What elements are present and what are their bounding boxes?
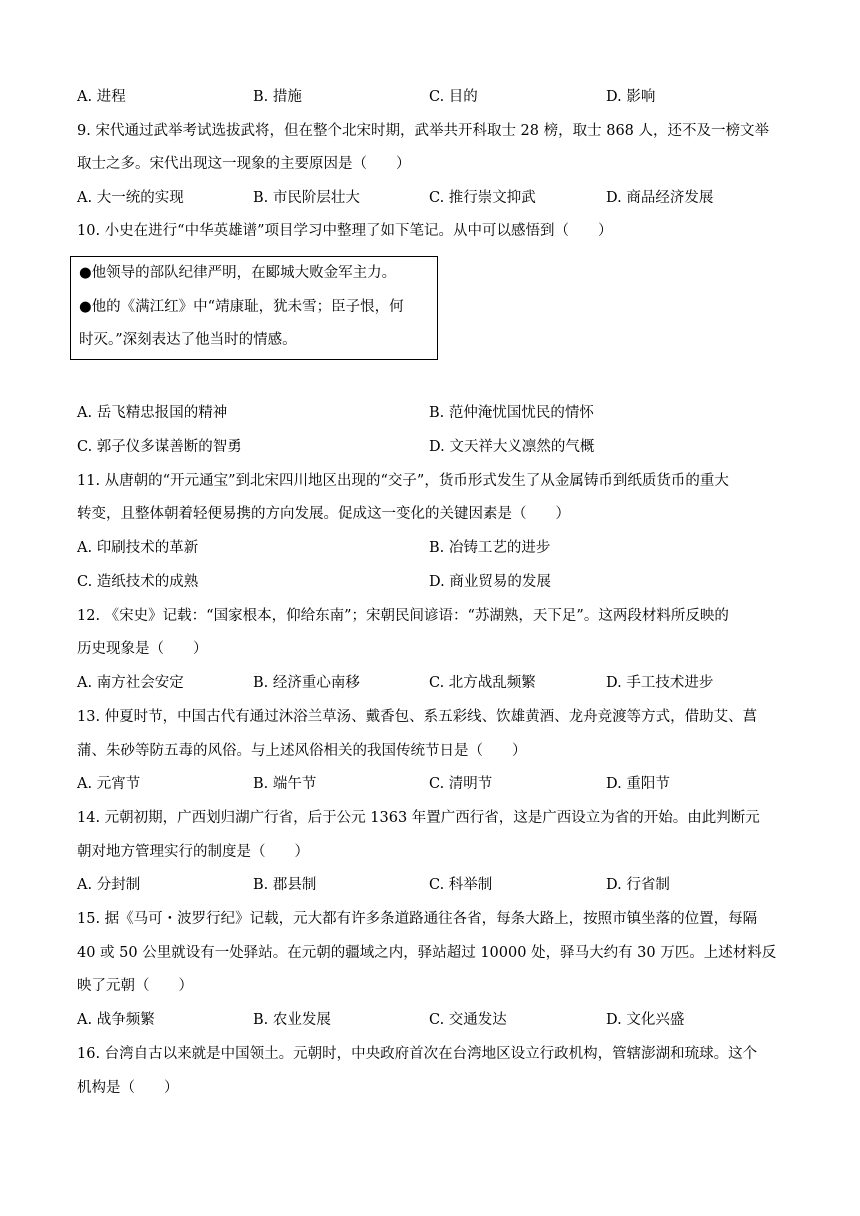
- q13-stem-line-2: 蒲、朱砂等防五毒的风俗。与上述风俗相关的我国传统节日是（ ）: [77, 743, 527, 759]
- q9-option-d: D. 商品经济发展: [606, 190, 714, 206]
- q10-note-line-3: 时灭。”深刻表达了他当时的情感。: [79, 332, 297, 348]
- q15-option-d: D. 文化兴盛: [606, 1012, 685, 1028]
- q11-option-a: A. 印刷技术的革新: [77, 540, 199, 556]
- q12-stem-line-2: 历史现象是（ ）: [77, 641, 208, 657]
- q8-option-a: A. 进程: [77, 89, 126, 105]
- q15-option-b: B. 农业发展: [253, 1012, 331, 1028]
- q13-option-c: C. 清明节: [429, 776, 493, 792]
- q10-option-c: C. 郭子仪多谋善断的智勇: [77, 439, 242, 455]
- q16-stem-line-1: 16. 台湾自古以来就是中国领土。元朝时，中央政府首次在台湾地区设立行政机构，管辖澎湖和琉球。这个: [77, 1046, 758, 1062]
- q14-option-b: B. 郡县制: [253, 877, 317, 893]
- q9-stem-line-2: 取士之多。宋代出现这一现象的主要原因是（ ）: [77, 156, 411, 172]
- q8-option-c: C. 目的: [429, 89, 478, 105]
- q11-stem-line-2: 转变，且整体朝着轻便易携的方向发展。促成这一变化的关键因素是（ ）: [77, 506, 570, 522]
- q13-option-b: B. 端午节: [253, 776, 317, 792]
- q14-option-d: D. 行省制: [606, 877, 670, 893]
- q14-option-c: C. 科举制: [429, 877, 493, 893]
- q12-option-c: C. 北方战乱频繁: [429, 675, 536, 691]
- q10-stem-line-1: 10. 小史在进行“中华英雄谱”项目学习中整理了如下笔记。从中可以感悟到（ ）: [77, 223, 613, 239]
- q15-option-c: C. 交通发达: [429, 1012, 507, 1028]
- q11-option-d: D. 商业贸易的发展: [429, 574, 551, 590]
- q12-stem-line-1: 12. 《宋史》记载：“国家根本，仰给东南”；宋朝民间谚语：“苏湖熟，天下足”。这两段材料所反映的: [77, 608, 729, 624]
- q15-option-a: A. 战争频繁: [77, 1012, 155, 1028]
- q16-stem-line-2: 机构是（ ）: [77, 1080, 179, 1096]
- q14-option-a: A. 分封制: [77, 877, 141, 893]
- q15-stem-line-3: 映了元朝（ ）: [77, 978, 193, 994]
- q15-stem-line-1: 15. 据《马可・波罗行纪》记载，元大都有许多条道路通往各省，每条大路上，按照市镇坐落的位置，每隔: [77, 911, 758, 927]
- q13-option-a: A. 元宵节: [77, 776, 141, 792]
- q10-option-a: A. 岳飞精忠报国的精神: [77, 405, 228, 421]
- q10-option-d: D. 文天祥大义凛然的气概: [429, 439, 595, 455]
- q11-stem-line-1: 11. 从唐朝的“开元通宝”到北宋四川地区出现的“交子”，货币形式发生了从金属铸币到纸质货币的重大: [77, 473, 729, 489]
- q14-stem-line-2: 朝对地方管理实行的制度是（ ）: [77, 844, 309, 860]
- q9-option-c: C. 推行崇文抑武: [429, 190, 536, 206]
- q12-option-a: A. 南方社会安定: [77, 675, 184, 691]
- q10-note-line-1: ●他领导的部队纪律严明，在郾城大败金军主力。: [79, 265, 397, 281]
- q11-option-c: C. 造纸技术的成熟: [77, 574, 199, 590]
- q14-stem-line-1: 14. 元朝初期，广西划归湖广行省，后于公元 1363 年置广西行省，这是广西设立为省的开始。由此判断元: [77, 810, 760, 826]
- q8-option-b: B. 措施: [253, 89, 302, 105]
- q9-option-a: A. 大一统的实现: [77, 190, 184, 206]
- q15-stem-line-2: 40 或 50 公里就设有一处驿站。在元朝的疆域之内，驿站超过 10000 处，驿马大约有 30 万匹。上述材料反: [77, 945, 777, 961]
- q12-option-b: B. 经济重心南移: [253, 675, 360, 691]
- q13-option-d: D. 重阳节: [606, 776, 670, 792]
- q9-option-b: B. 市民阶层壮大: [253, 190, 360, 206]
- q13-stem-line-1: 13. 仲夏时节，中国古代有通过沐浴兰草汤、戴香包、系五彩线、饮雄黄酒、龙舟竞渡等方式，借助艾、菖: [77, 709, 758, 725]
- q9-stem-line-1: 9. 宋代通过武举考试选拔武将，但在整个北宋时期，武举共开科取士 28 榜，取士 868 人，还不及一榜文举: [77, 123, 770, 139]
- q10-option-b: B. 范仲淹忧国忧民的情怀: [429, 405, 594, 421]
- q8-option-d: D. 影响: [606, 89, 656, 105]
- q11-option-b: B. 冶铸工艺的进步: [429, 540, 551, 556]
- q10-note-line-2: ●他的《满江红》中“靖康耻，犹未雪；臣子恨，何: [79, 299, 404, 315]
- q12-option-d: D. 手工技术进步: [606, 675, 714, 691]
- q10-note-box: [70, 256, 438, 360]
